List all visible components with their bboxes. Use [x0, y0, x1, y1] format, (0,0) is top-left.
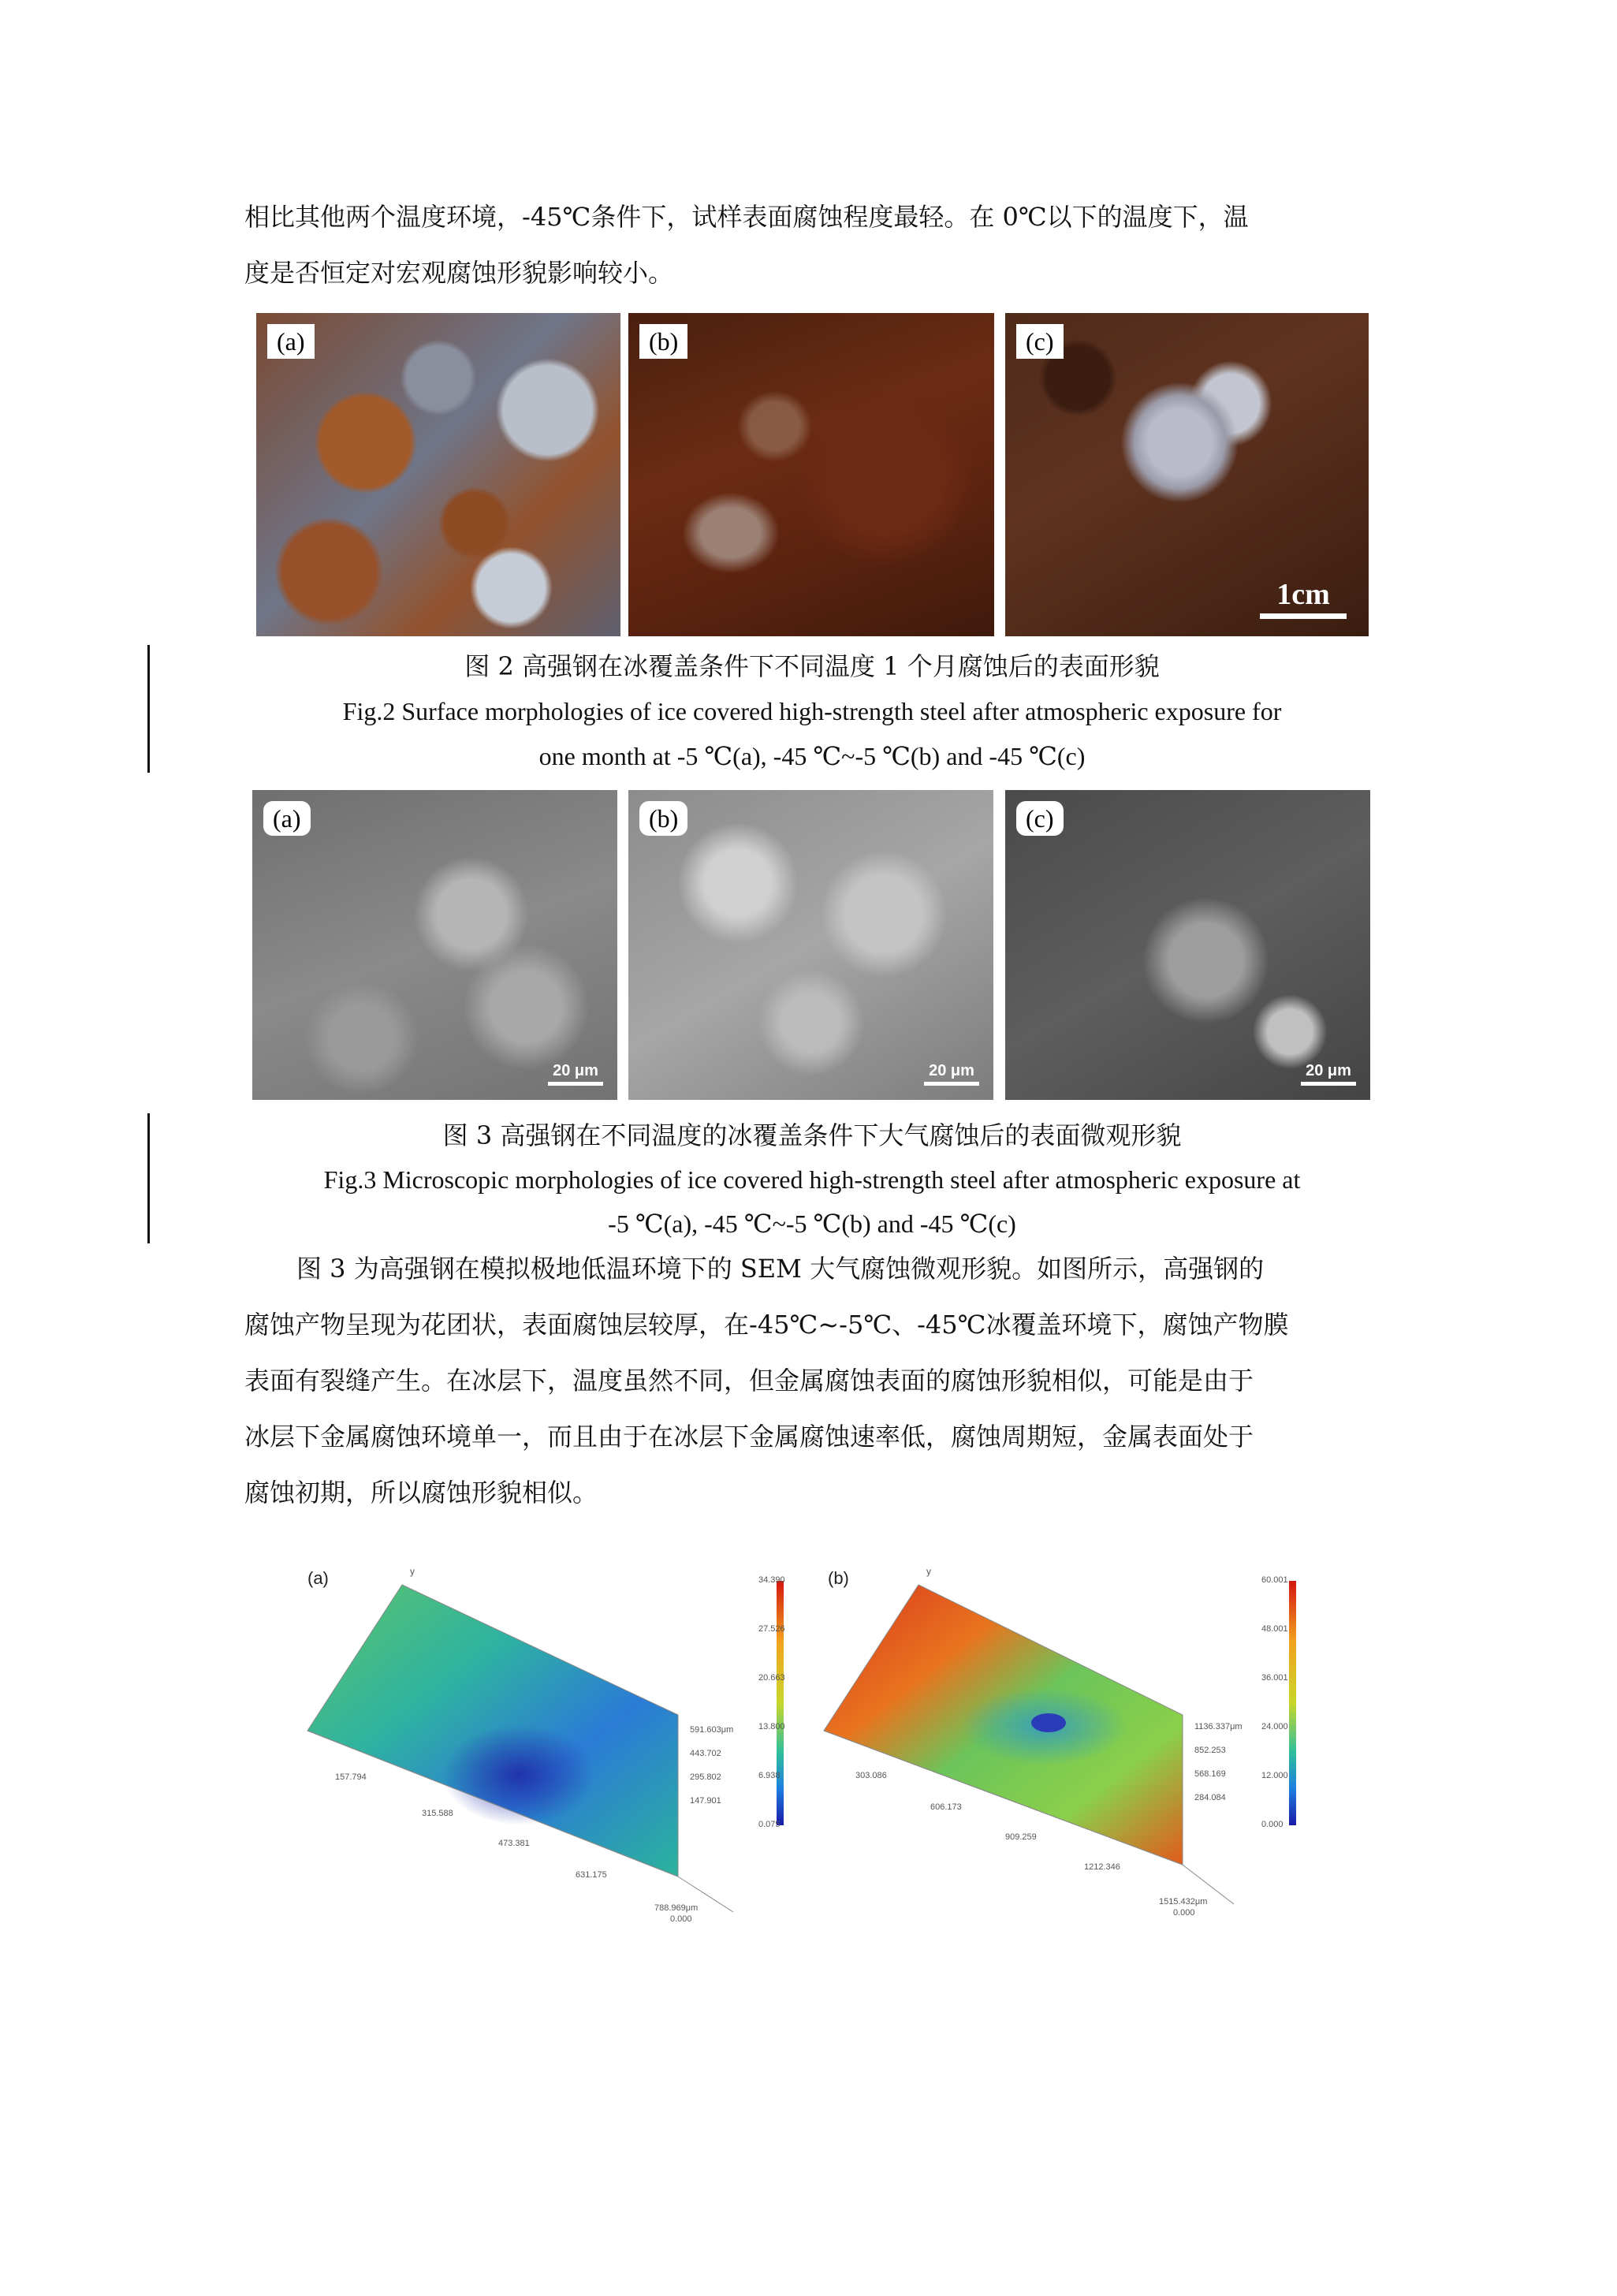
fig4b-cb-4: 24.000	[1261, 1722, 1288, 1731]
fig2-caption-en-2: one month at -5 ℃(a), -45 ℃~-5 ℃(b) and -45 ℃(c)	[538, 742, 1086, 770]
fig3-panel-c	[1005, 790, 1370, 1100]
fig4a-y-tick-4: 147.901	[690, 1796, 721, 1806]
fig3-label-b: (b)	[639, 801, 687, 836]
fig2-scale-line	[1260, 613, 1347, 619]
fig3-scale-c	[1301, 1062, 1356, 1086]
fig4a-x-tick-5: 788.969μm	[654, 1903, 699, 1913]
fig3-caption-en-2: -5 ℃(a), -45 ℃~-5 ℃(b) and -45 ℃(c)	[608, 1210, 1016, 1238]
fig4-profile-figure	[292, 1565, 1332, 1936]
body-line-1: 图 3 为高强钢在模拟极地低温环境下的 SEM 大气腐蚀微观形貌。如图所示，高强钢的	[296, 1254, 1265, 1284]
fig4b-cb-3: 36.001	[1261, 1673, 1288, 1683]
fig4b-x-tick-3: 909.259	[1005, 1832, 1037, 1842]
fig3-label-c: (c)	[1016, 801, 1064, 836]
intro-line-1: 相比其他两个温度环境，-45℃条件下，试样表面腐蚀程度最轻。在 0℃以下的温度下，温	[244, 202, 1249, 232]
fig4a-cb-3: 20.663	[758, 1673, 785, 1683]
fig4b-label: (b)	[828, 1568, 849, 1588]
fig4a-colorbar	[777, 1581, 784, 1825]
fig2-panel-c	[1005, 313, 1369, 636]
fig4a-cb-2: 27.526	[758, 1624, 785, 1634]
body-line-3: 表面有裂缝产生。在冰层下，温度虽然不同，但金属腐蚀表面的腐蚀形貌相似，可能是由于	[244, 1366, 1254, 1396]
fig4a-y-tick-1: 591.603μm	[690, 1725, 734, 1735]
fig4b-cb-1: 60.001	[1261, 1575, 1288, 1585]
fig3-scale-line-b	[924, 1082, 979, 1086]
body-line-2: 腐蚀产物呈现为花团状，表面腐蚀层较厚，在-45℃~-5℃、-45℃冰覆盖环境下，腐蚀产物膜	[244, 1310, 1289, 1340]
fig4b-cb-6: 0.000	[1261, 1820, 1284, 1829]
intro-line-2: 度是否恒定对宏观腐蚀形貌影响较小。	[244, 258, 674, 288]
fig2-scale-text: 1cm	[1276, 578, 1330, 611]
fig4a-y-tick-3: 295.802	[690, 1772, 721, 1782]
fig3-caption-zh: 图 3 高强钢在不同温度的冰覆盖条件下大气腐蚀后的表面微观形貌	[442, 1120, 1182, 1150]
fig3-scale-text-c: 20 μm	[1306, 1062, 1351, 1079]
fig4b-y-tick-3: 568.169	[1194, 1769, 1226, 1779]
fig4a-y-tick-2: 443.702	[690, 1749, 721, 1758]
revision-bar-fig2	[147, 645, 150, 773]
fig3-scale-a	[548, 1062, 603, 1086]
fig3-scale-text-b: 20 μm	[929, 1062, 974, 1079]
fig4a-axis-y-label: y	[410, 1566, 415, 1577]
fig4b-colorbar	[1289, 1581, 1296, 1825]
body-paragraph	[244, 1241, 1380, 1521]
fig4a-label: (a)	[307, 1568, 329, 1588]
fig3-scale-b	[924, 1062, 979, 1086]
fig4a-corner: 0.000	[670, 1914, 692, 1924]
fig4b-x-tick-1: 303.086	[855, 1771, 887, 1780]
fig4b-x-tick-4: 1212.346	[1084, 1862, 1120, 1872]
fig3-label-a: (a)	[263, 801, 311, 836]
fig4a-x-tick-2: 315.588	[422, 1809, 453, 1818]
fig4b-deep-pit	[1031, 1713, 1066, 1732]
fig4a-x-tick-3: 473.381	[498, 1839, 530, 1848]
body-line-5: 腐蚀初期，所以腐蚀形貌相似。	[244, 1478, 598, 1508]
fig4b-y-tick-2: 852.253	[1194, 1746, 1226, 1755]
fig2-scale-bar	[1260, 577, 1347, 619]
revision-bar-fig3	[147, 1113, 150, 1243]
fig4b-y-tick-1: 1136.337μm	[1194, 1722, 1243, 1731]
fig4a-cb-6: 0.075	[758, 1820, 781, 1829]
fig4b-y-tick-4: 284.084	[1194, 1793, 1226, 1802]
fig4a-x-tick-4: 631.175	[576, 1870, 607, 1880]
fig4b-corner: 0.000	[1173, 1908, 1195, 1918]
fig3-scale-line-c	[1301, 1082, 1356, 1086]
fig3-scale-text-a: 20 μm	[553, 1062, 598, 1079]
fig3-scale-line-a	[548, 1082, 603, 1086]
fig3-panel-b	[628, 790, 993, 1100]
fig4a-cb-1: 34.390	[758, 1575, 785, 1585]
fig3-caption-en-1: Fig.3 Microscopic morphologies of ice covered high-strength steel after atmospheric exposure at	[323, 1165, 1301, 1194]
fig4b-axis-y-label: y	[926, 1566, 931, 1577]
fig4a-cb-5: 6.938	[758, 1771, 781, 1780]
fig3-panel-a	[252, 790, 617, 1100]
fig4b-x-tick-5: 1515.432μm	[1159, 1897, 1208, 1906]
fig4a-x-tick-1: 157.794	[335, 1772, 367, 1782]
intro-paragraph	[244, 189, 1380, 301]
body-line-4: 冰层下金属腐蚀环境单一，而且由于在冰层下金属腐蚀速率低，腐蚀周期短，金属表面处于	[244, 1422, 1254, 1452]
fig2-panel-a	[256, 313, 620, 636]
fig2-label-a: (a)	[267, 324, 315, 359]
fig4a-pit-region	[434, 1699, 623, 1825]
fig2-caption-zh: 图 2 高强钢在冰覆盖条件下不同温度 1 个月腐蚀后的表面形貌	[464, 651, 1160, 681]
fig4b-cb-2: 48.001	[1261, 1624, 1288, 1634]
fig2-panel-b	[628, 313, 994, 636]
fig4b-cb-5: 12.000	[1261, 1771, 1288, 1780]
fig2-label-c: (c)	[1016, 324, 1064, 359]
fig2-caption-en-1: Fig.2 Surface morphologies of ice covered high-strength steel after atmospheric exposure for	[342, 697, 1282, 725]
fig2-label-b: (b)	[639, 324, 687, 359]
fig4b-x-tick-2: 606.173	[930, 1802, 962, 1812]
fig4a-cb-4: 13.800	[758, 1722, 785, 1731]
